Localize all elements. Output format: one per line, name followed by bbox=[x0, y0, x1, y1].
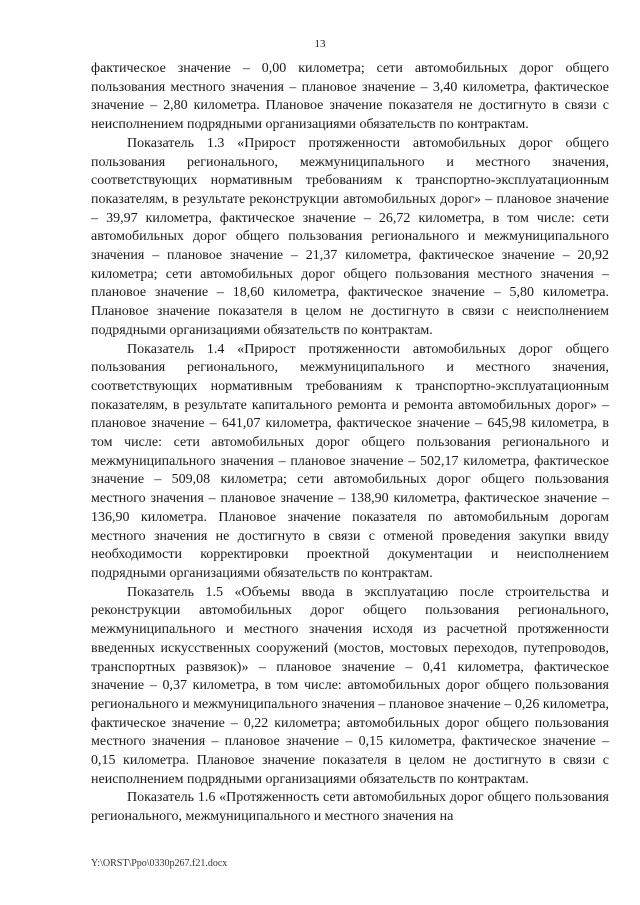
page-number: 13 bbox=[314, 38, 326, 50]
paragraph-indicator-1-5: Показатель 1.5 «Объемы ввода в эксплуатацию после строительства и реконструкции автомобильных дорог общего пользования регионального, межмуниципального и местного значения исходя из расчетной протяженности введенных искусственных сооружений (мостов, мостовых переходов, путепроводов, транспортных развязок)» – плановое значение – 0,41 километра, фактическое значение – 0,37 километра, в том числе: автомобильных дорог общего пользования регионального и межмуниципального значения – плановое значение – 0,26 километра, фактическое значение – 0,22 километра; автомобильных дорог общего пользования местного значения – плановое значение – 0,15 километра, фактическое значение – 0,15 километра. Плановое значение показателя в целом не достигнуто в связи с неисполнением подрядными организациями обязательств по контрактам. bbox=[91, 584, 609, 787]
document-body bbox=[91, 60, 609, 827]
paragraph-continuation: фактическое значение – 0,00 километра; сети автомобильных дорог общего пользования местного значения – плановое значение – 3,40 километра, фактическое значение – 2,80 километра. Плановое значение показателя не достигнуто в связи с неисполнением подрядными организациями обязательств по контрактам. bbox=[91, 61, 609, 133]
paragraph-indicator-1-3: Показатель 1.3 «Прирост протяженности автомобильных дорог общего пользования регионального, межмуниципального и местного значения, соответствующих нормативным требованиям к транспортно-эксплуатационным показателям, в результате реконструкции автомобильных дорог» – плановое значение – 39,97 километра, фактическое значение – 26,72 километра, в том числе: сети автомобильных дорог общего пользования регионального и межмуниципального значения – плановое значение – 21,37 километра, фактическое значение – 20,92 километра; сети автомобильных дорог общего пользования местного значения – плановое значение – 18,60 километра, фактическое значение – 5,80 километра. Плановое значение показателя в целом не достигнуто в связи с неисполнением подрядными организациями обязательств по контрактам. bbox=[91, 135, 609, 338]
paragraph-indicator-1-4: Показатель 1.4 «Прирост протяженности автомобильных дорог общего пользования регионального, межмуниципального и местного значения, соответствующих нормативным требованиям к транспортно-эксплуатационным показателям, в результате капитального ремонта и ремонта автомобильных дорог» – плановое значение – 641,07 километра, фактическое значение – 645,98 километра, в том числе: сети автомобильных дорог общего пользования регионального и межмуниципального значения – плановое значение – 502,17 километра, фактическое значение – 509,08 километра; сети автомобильных дорог общего пользования местного значения – плановое значение – 138,90 километра, фактическое значение – 136,90 километра. Плановое значение показателя по автомобильным дорогам местного значения не достигнуто в связи с отменой проведения закупки ввиду необходимости корректировки проектной документации и неисполнением подрядными организациями обязательств по контрактам. bbox=[91, 341, 609, 581]
paragraph-indicator-1-6: Показатель 1.6 «Протяженность сети автомобильных дорог общего пользования регионального, межмуниципального и местного значения на bbox=[91, 790, 609, 825]
file-path-footer: Y:\ORST\Ppo\0330p267.f21.docx bbox=[91, 858, 228, 869]
